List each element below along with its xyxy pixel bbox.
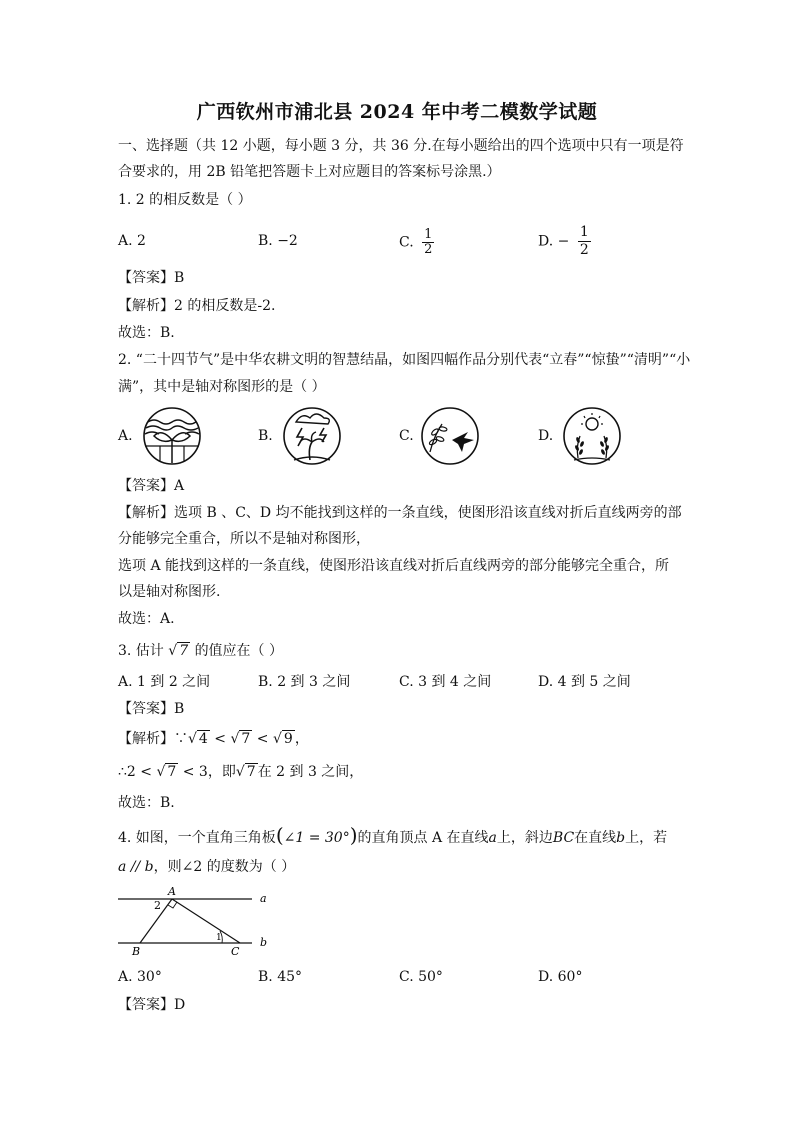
sqrt-7: √ 7 xyxy=(230,731,251,747)
xiaoman-emblem-icon xyxy=(560,406,624,466)
paren-close: ) xyxy=(349,823,358,847)
q3-line2-mid: < 3，即 xyxy=(178,764,236,780)
radicand: 7 xyxy=(179,643,189,659)
q3-line2-prefix: ∴2 < xyxy=(118,764,157,780)
fraction-denominator: 2 xyxy=(579,242,589,258)
section-instruction-line1: 一、选择题（共 12 小题，每小题 3 分，共 36 分.在每小题给出的四个选项中只有一项是符 xyxy=(118,138,684,154)
fraction-numerator: 1 xyxy=(579,224,589,240)
q1-analysis: 【解析】2 的相反数是-2. xyxy=(118,298,276,314)
q2-analysis-line4: 以是轴对称图形. xyxy=(118,584,221,600)
var-bc: BC xyxy=(552,830,575,846)
label-a-vertex: A xyxy=(168,885,176,898)
q2-option-d-label: D. xyxy=(538,428,554,444)
q1-option-d-fraction xyxy=(578,224,591,259)
q1-option-a: A. 2 xyxy=(118,233,146,249)
q4-stem-d: 在直线 xyxy=(574,830,617,846)
q1-option-d-label: D. − xyxy=(538,233,570,250)
q3-conclusion: 故选：B. xyxy=(118,795,175,811)
less-than: < xyxy=(209,731,231,747)
q3-stem-suffix: 的值应在（ ） xyxy=(194,643,284,659)
angle-expression: ∠1 = 30° xyxy=(283,830,350,846)
q1-option-d xyxy=(538,224,591,259)
triangle-diagram xyxy=(116,884,286,960)
q1-stem: 1. 2 的相反数是（ ） xyxy=(118,192,252,208)
q4-option-a: A. 30° xyxy=(118,969,162,985)
q2-option-b-label: B. xyxy=(258,428,273,444)
q2-conclusion: 故选：A. xyxy=(118,611,175,627)
q4-option-b: B. 45° xyxy=(258,969,303,985)
radicand: 7 xyxy=(167,764,177,780)
q2-stem-line1: 2. “二十四节气”是中华农耕文明的智慧结晶，如图四幅作品分别代表“立春”“惊蛰”“清明”“小 xyxy=(118,352,691,368)
q4-stem-c: 上，斜边 xyxy=(496,830,553,846)
q1-conclusion: 故选：B. xyxy=(118,325,175,341)
q2-option-a-label: A. xyxy=(118,428,133,444)
q3-stem xyxy=(118,641,678,661)
label-angle-2: 2 xyxy=(154,899,161,912)
label-angle-1: 1 xyxy=(216,933,222,943)
sqrt-7: √ 7 xyxy=(235,764,256,780)
q3-stem-prefix: 3. 估计 xyxy=(118,643,164,659)
q4-stem-e: 上，若 xyxy=(625,830,668,846)
q4-option-d: D. 60° xyxy=(538,969,583,985)
lichun-emblem-icon xyxy=(140,406,204,466)
q1-option-c xyxy=(399,228,434,257)
label-line-a: a xyxy=(260,892,267,905)
q3-line2-suffix: 在 2 到 3 之间， xyxy=(257,764,364,780)
radicand: 4 xyxy=(198,731,208,747)
q2-analysis-line1: 【解析】选项 B 、C、D 均不能找到这样的一条直线，使图形沿该直线对折后直线两旁的部 xyxy=(118,505,682,521)
q2-analysis-line2: 分能够完全重合，所以不是轴对称图形， xyxy=(118,531,370,547)
var-a: a xyxy=(488,830,497,846)
sqrt-9: √ 9 xyxy=(272,731,293,747)
radicand: 7 xyxy=(241,731,251,747)
radicand: 9 xyxy=(283,731,293,747)
q1-option-b: B. −2 xyxy=(258,233,298,249)
q3-answer: 【答案】B xyxy=(118,701,185,717)
q3-option-c: C. 3 到 4 之间 xyxy=(399,674,492,690)
q4-stem-line2 xyxy=(118,857,678,877)
label-line-b: b xyxy=(260,936,268,949)
sqrt-expression: √ 7 xyxy=(168,643,189,659)
less-than: < xyxy=(252,731,273,747)
q2-stem-line2: 满”，其中是轴对称图形的是（ ） xyxy=(118,379,326,395)
sqrt-4: √ 4 xyxy=(188,731,208,747)
paren-open: ( xyxy=(275,823,284,847)
radicand: 7 xyxy=(246,764,256,780)
fraction-denominator: 2 xyxy=(424,242,433,257)
label-b-vertex: B xyxy=(132,945,141,958)
q4-stem-b: 的直角顶点 A 在直线 xyxy=(357,830,489,846)
q3-option-a: A. 1 到 2 之间 xyxy=(118,674,211,690)
label-c-vertex: C xyxy=(231,945,240,958)
q1-option-c-fraction xyxy=(422,228,434,257)
q3-option-d: D. 4 到 5 之间 xyxy=(538,674,631,690)
comma: ， xyxy=(294,731,309,747)
q4-option-c: C. 50° xyxy=(399,969,443,985)
page-title: 广西钦州市浦北县 2024 年中考二模数学试题 xyxy=(196,101,598,123)
jingzhe-emblem-icon xyxy=(280,406,344,466)
q2-answer: 【答案】A xyxy=(118,478,185,494)
q4-stem-line2-rest: ，则∠2 的度数为（ ） xyxy=(153,859,296,875)
q3-analysis-line1 xyxy=(118,729,678,749)
q4-answer: 【答案】D xyxy=(118,997,186,1013)
q3-option-b: B. 2 到 3 之间 xyxy=(258,674,351,690)
qingming-emblem-icon xyxy=(418,406,482,466)
fraction-numerator: 1 xyxy=(424,227,433,242)
var-b: b xyxy=(616,830,626,846)
q4-stem-line1 xyxy=(118,825,678,848)
q1-option-c-label: C. xyxy=(399,234,414,251)
q1-answer: 【答案】B xyxy=(118,270,185,286)
q3-analysis-line2 xyxy=(118,762,678,782)
q4-stem-a: 4. 如图，一个直角三角板 xyxy=(118,830,276,846)
q2-analysis-line3: 选项 A 能找到这样的一条直线，使图形沿该直线对折后直线两旁的部分能够完全重合，所 xyxy=(118,558,670,574)
q2-option-c-label: C. xyxy=(399,428,414,444)
section-instruction-line2: 合要求的，用 2B 铅笔把答题卡上对应题目的答案标号涂黑.） xyxy=(118,164,501,180)
sqrt-7: √ 7 xyxy=(156,764,177,780)
parallel-expression: a // b xyxy=(118,859,154,875)
q3-analysis-prefix: 【解析】∵ xyxy=(118,731,188,747)
